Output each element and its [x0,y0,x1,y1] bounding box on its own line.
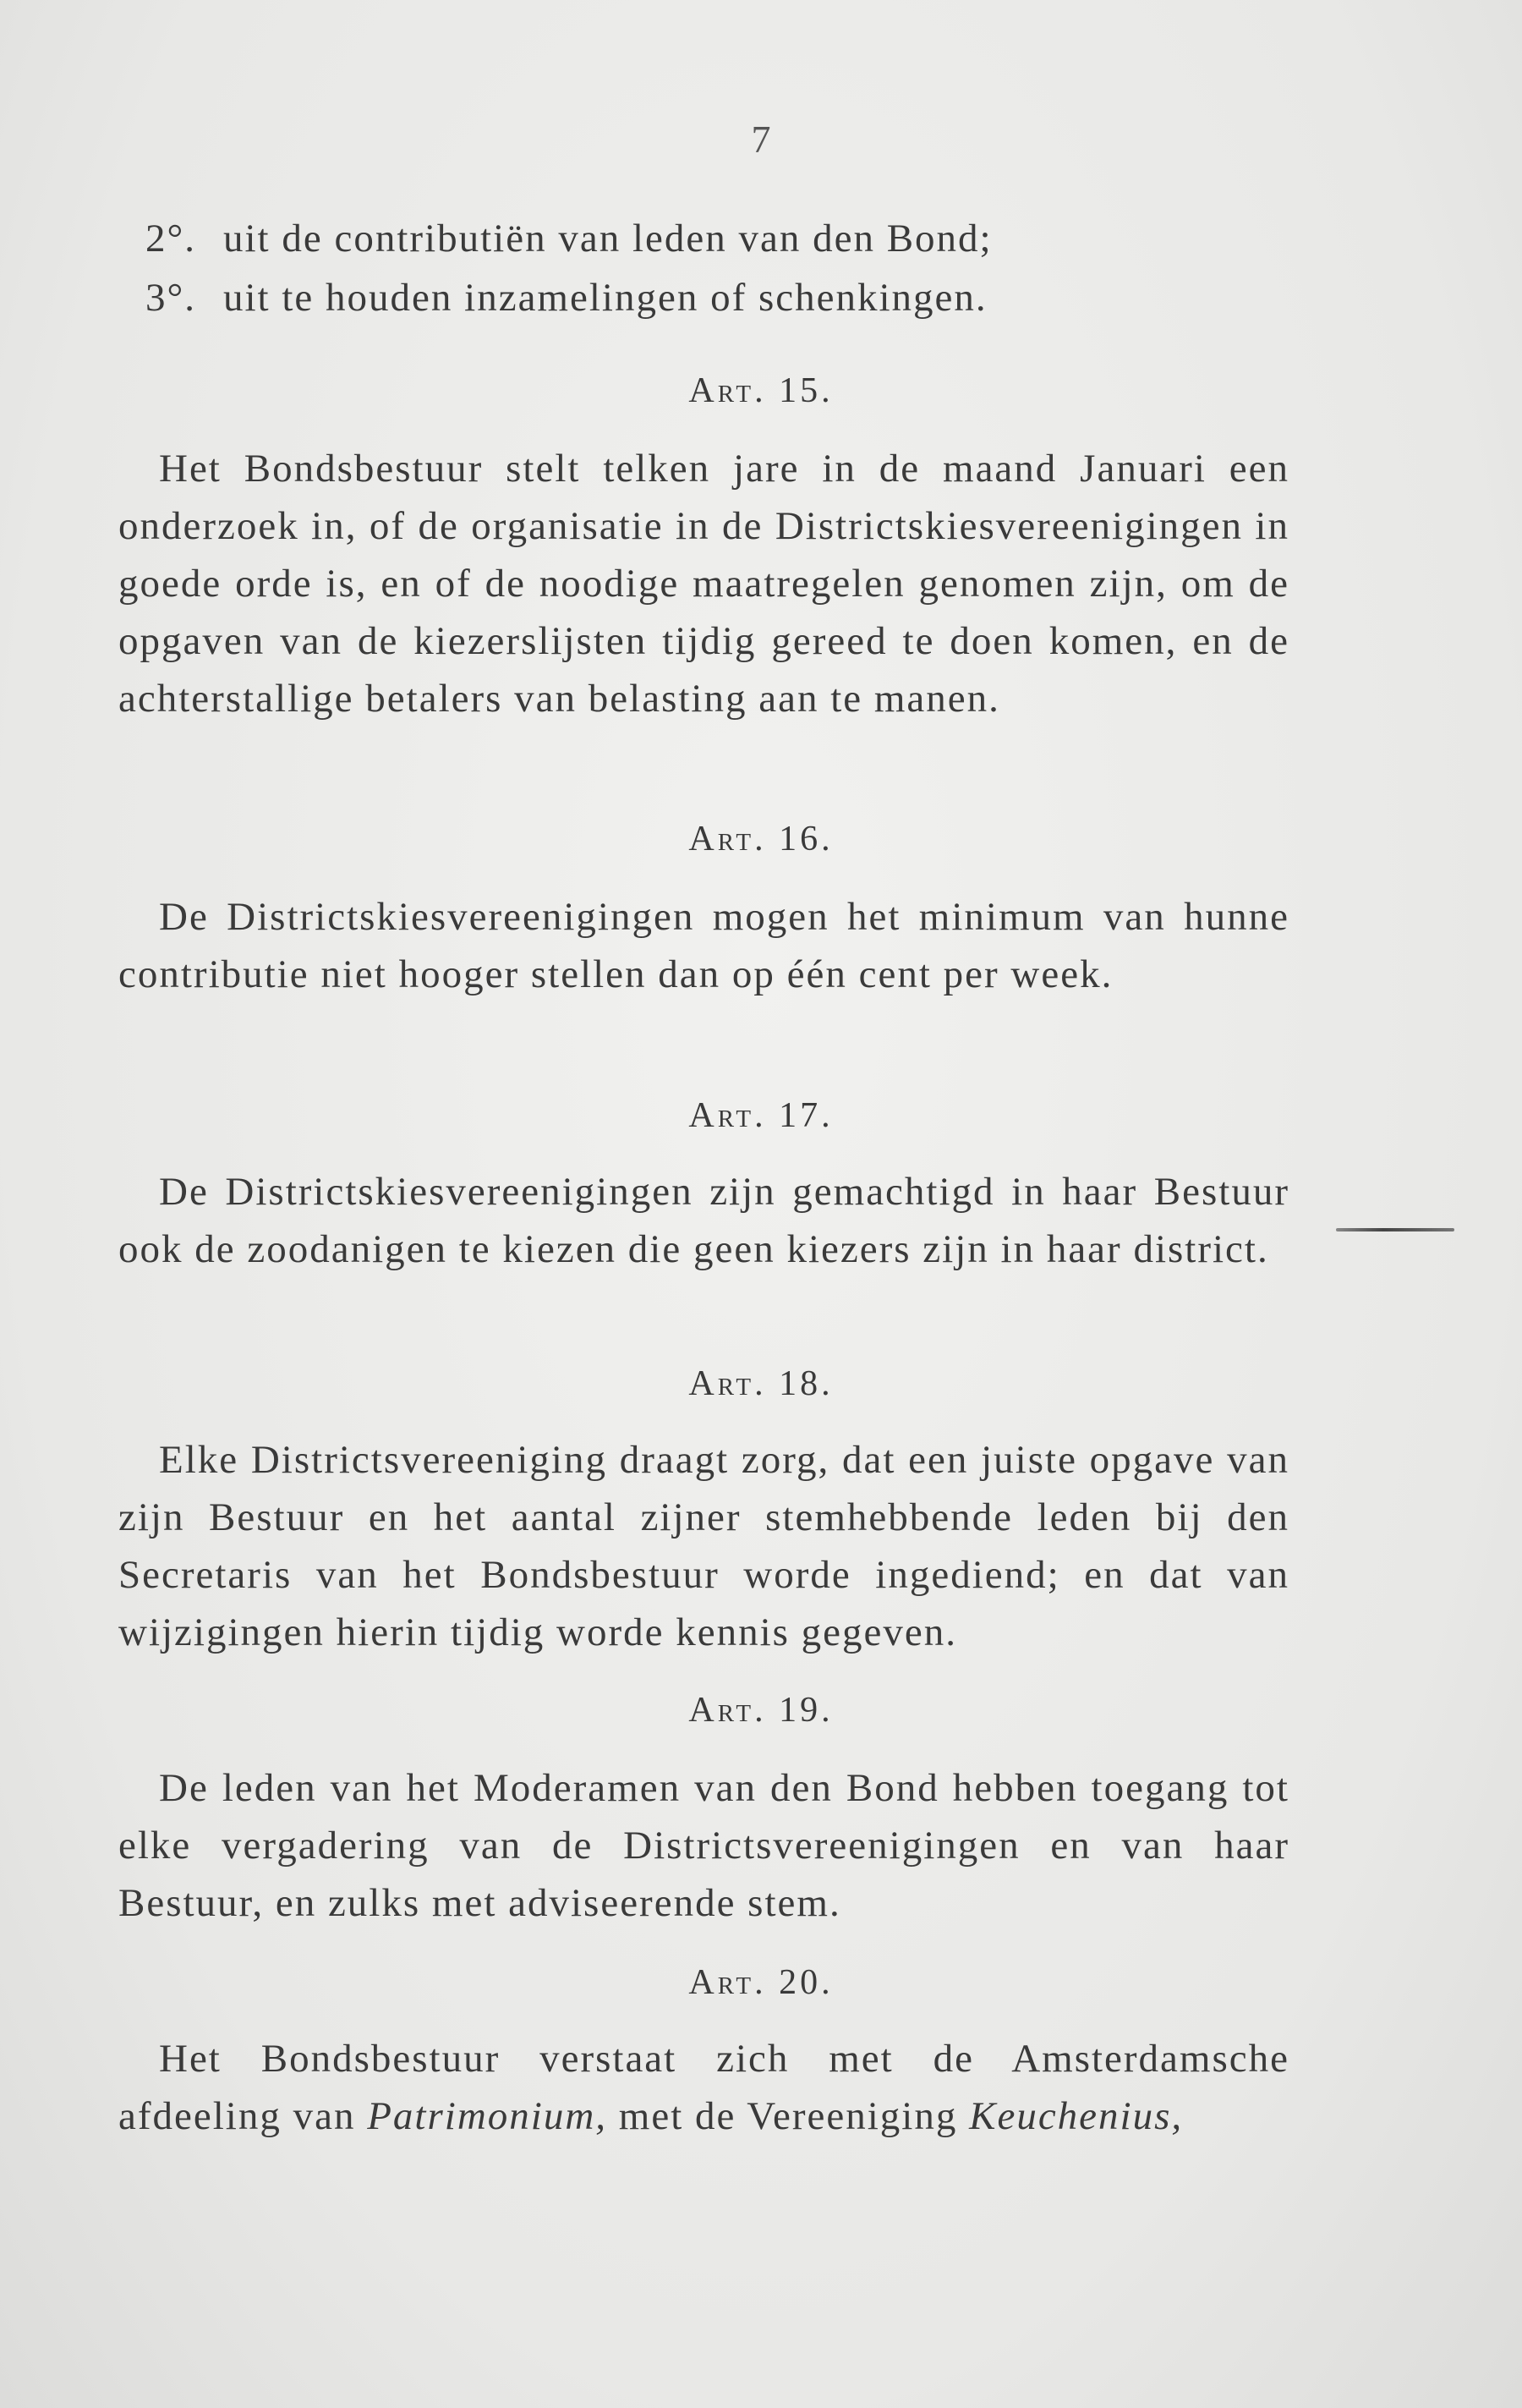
list-item [145,216,993,261]
article-paragraph: Elke Districtsvereeniging draagt zorg, dat een juiste opgave van zijn Bestuur en het aantal zijner stemhebbende leden bij den Secretaris van het Bondsbestuur worde ingediend; en dat van wijzigingen hierin tijdig worde kennis gegeven. [118,1438,1289,1654]
italic-name-keuchenius: Keuchenius, [969,2094,1184,2138]
article-paragraph: Het Bondsbestuur stelt telken jare in de maand Januari een onderzoek in, of de organisatie in de Districtskiesvereenigingen in goede orde is, en of de noodige maatregelen genomen zijn, om de opgaven van de kiezerslijsten tijdig gereed te doen komen, en de achterstallige betalers van belasting aan te manen. [118,447,1289,721]
article-paragraph: De Districtskiesvereenigingen zijn gemachtigd in haar Bestuur ook de zoodanigen te kiezen die geen kiezers zijn in haar district. [118,1170,1289,1271]
article-paragraph [118,2030,1289,2145]
page-number: 7 [751,118,771,161]
article-heading: Art. 17. [688,1096,834,1135]
list-item-text: uit de contributiën van leden van den Bond; [223,217,993,261]
article-body [118,888,1289,1003]
list-item-number: 2°. [145,217,197,261]
article-body [118,1163,1289,1278]
article-paragraph: De leden van het Moderamen van den Bond hebben toegang tot elke vergadering van de Districtsvereenigingen en van haar Bestuur, en zulks met adviseerende stem. [118,1766,1289,1925]
list-item-text: uit te houden inzamelingen of schenkingen. [223,276,988,320]
article-body [118,1759,1289,1932]
list-item-number: 3°. [145,276,197,320]
text-run: met de Vereeniging [607,2094,970,2138]
italic-name-patrimonium: Patrimonium, [367,2094,608,2138]
article-body [118,1431,1289,1661]
text-run: Het Bondsbestuur verstaat zich met de Amsterdamsche afdeeling van [118,2037,1289,2138]
article-heading: Art. 18. [688,1364,834,1403]
article-heading: Art. 20. [688,1963,834,2002]
article-heading: Art. 19. [688,1691,834,1730]
article-heading: Art. 15. [688,371,834,410]
margin-pencil-mark [1336,1228,1454,1231]
article-body [118,440,1289,727]
article-heading: Art. 16. [688,820,834,858]
article-body [118,2030,1289,2145]
article-paragraph: De Districtskiesvereenigingen mogen het minimum van hunne contributie niet hooger stellen dan op één cent per week. [118,895,1289,996]
list-item [145,275,988,321]
